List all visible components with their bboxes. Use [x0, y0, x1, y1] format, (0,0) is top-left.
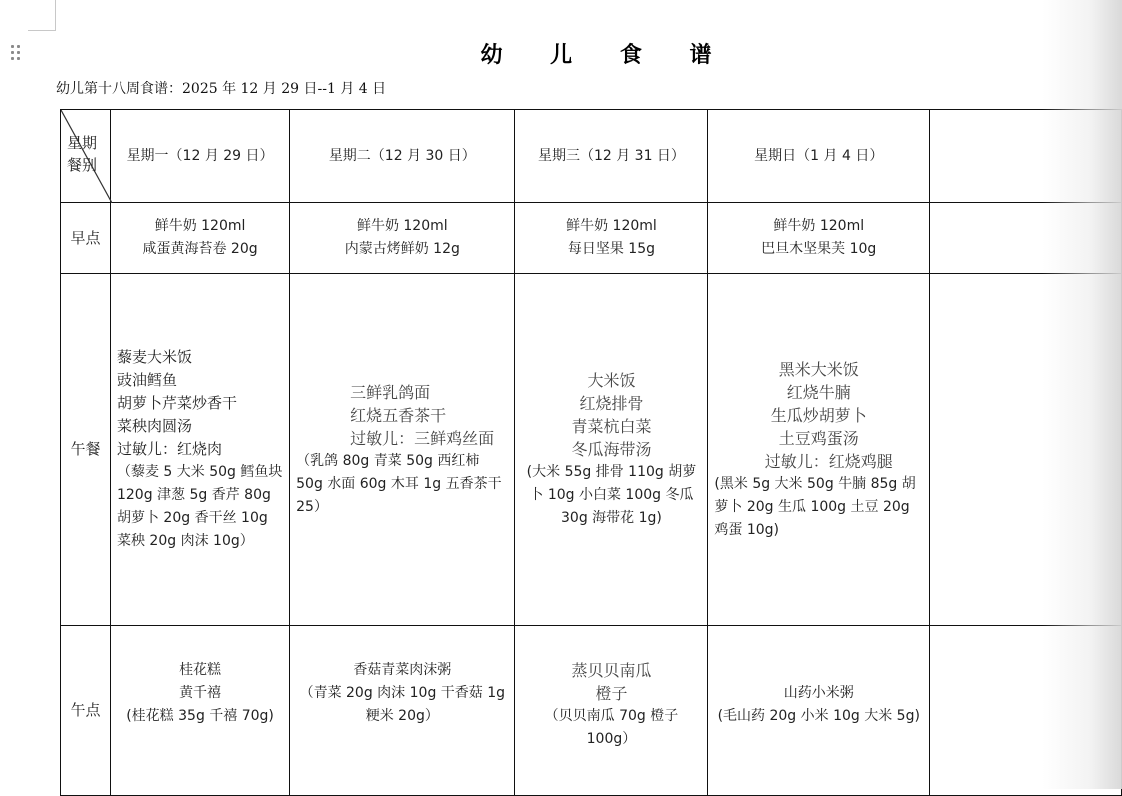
corner-cell: [61, 110, 111, 203]
menu-table: [60, 109, 1122, 796]
cell-snack-mon: 桂花糕 黄千禧 (桂花糕 35g 千禧 70g): [110, 626, 289, 796]
cell-snack-sun: 山药小米粥 (毛山药 20g 小米 10g 大米 5g): [708, 626, 930, 796]
table-row-breakfast: [61, 203, 1122, 274]
column-header-empty: [930, 110, 1122, 203]
corner-label-weekday: 星期: [67, 134, 98, 152]
cell-breakfast-sun: 鲜牛奶 120ml 巴旦木坚果芙 10g: [708, 203, 930, 274]
column-header-monday: 星期一（12 月 29 日）: [110, 110, 289, 203]
meal-label-breakfast: 早点: [61, 203, 111, 274]
corner-label-meal: 餐别: [67, 156, 98, 174]
cell-breakfast-wed: 鲜牛奶 120ml 每日坚果 15g: [515, 203, 708, 274]
table-row-lunch: [61, 274, 1122, 626]
cell-snack-wed: 蒸贝贝南瓜 橙子 （贝贝南瓜 70g 橙子 100g）: [515, 626, 708, 796]
cell-lunch-empty: [930, 274, 1122, 626]
cell-breakfast-mon: 鲜牛奶 120ml 咸蛋黄海苔卷 20g: [110, 203, 289, 274]
cell-lunch-wed: 大米饭 红烧排骨 青菜杭白菜 冬瓜海带汤 (大米 55g 排骨 110g 胡萝卜 10g 小白菜 100g 冬瓜 30g 海带花 1g): [515, 274, 708, 626]
column-header-wednesday: 星期三（12 月 31 日）: [515, 110, 708, 203]
column-header-sunday: 星期日（1 月 4 日）: [708, 110, 930, 203]
header-row: [61, 110, 1122, 203]
cell-breakfast-tue: 鲜牛奶 120ml 内蒙古烤鲜奶 12g: [290, 203, 515, 274]
page-corner-mark: [28, 0, 56, 31]
document-subtitle: 幼儿第十八周食谱：2025 年 12 月 29 日--1 月 4 日: [56, 81, 387, 97]
cell-lunch-mon: 藜麦大米饭 豉油鳕鱼 胡萝卜芹菜炒香干 菜秧肉圆汤 过敏儿：红烧肉 （藜麦 5 大米 50g 鳕鱼块 120g 津葱 5g 香芹 80g 胡萝卜 20g 香干丝 10g 菜秧 20g 肉沫 10g）: [110, 274, 289, 626]
table-row-afternoon-snack: [61, 626, 1122, 796]
cell-snack-empty: [930, 626, 1122, 796]
document-title: 幼 儿 食 谱: [480, 43, 732, 68]
cell-lunch-sun: 黑米大米饭 红烧牛腩 生瓜炒胡萝卜 土豆鸡蛋汤 过敏儿：红烧鸡腿 (黑米 5g 大米 50g 牛腩 85g 胡萝卜 20g 生瓜 100g 土豆 20g 鸡蛋 10g): [708, 274, 930, 626]
meal-label-lunch: 午餐: [61, 274, 111, 626]
cell-breakfast-empty: [930, 203, 1122, 274]
column-header-tuesday: 星期二（12 月 30 日）: [290, 110, 515, 203]
meal-label-afternoon-snack: 午点: [61, 626, 111, 796]
cell-snack-tue: 香菇青菜肉沫粥 （青菜 20g 肉沫 10g 干香菇 1g 粳米 20g）: [290, 626, 515, 796]
cell-lunch-tue: 三鲜乳鸽面 红烧五香茶干 过敏儿：三鲜鸡丝面 （乳鸽 80g 青菜 50g 西红柿 50g 水面 60g 木耳 1g 五香茶干 25）: [290, 274, 515, 626]
